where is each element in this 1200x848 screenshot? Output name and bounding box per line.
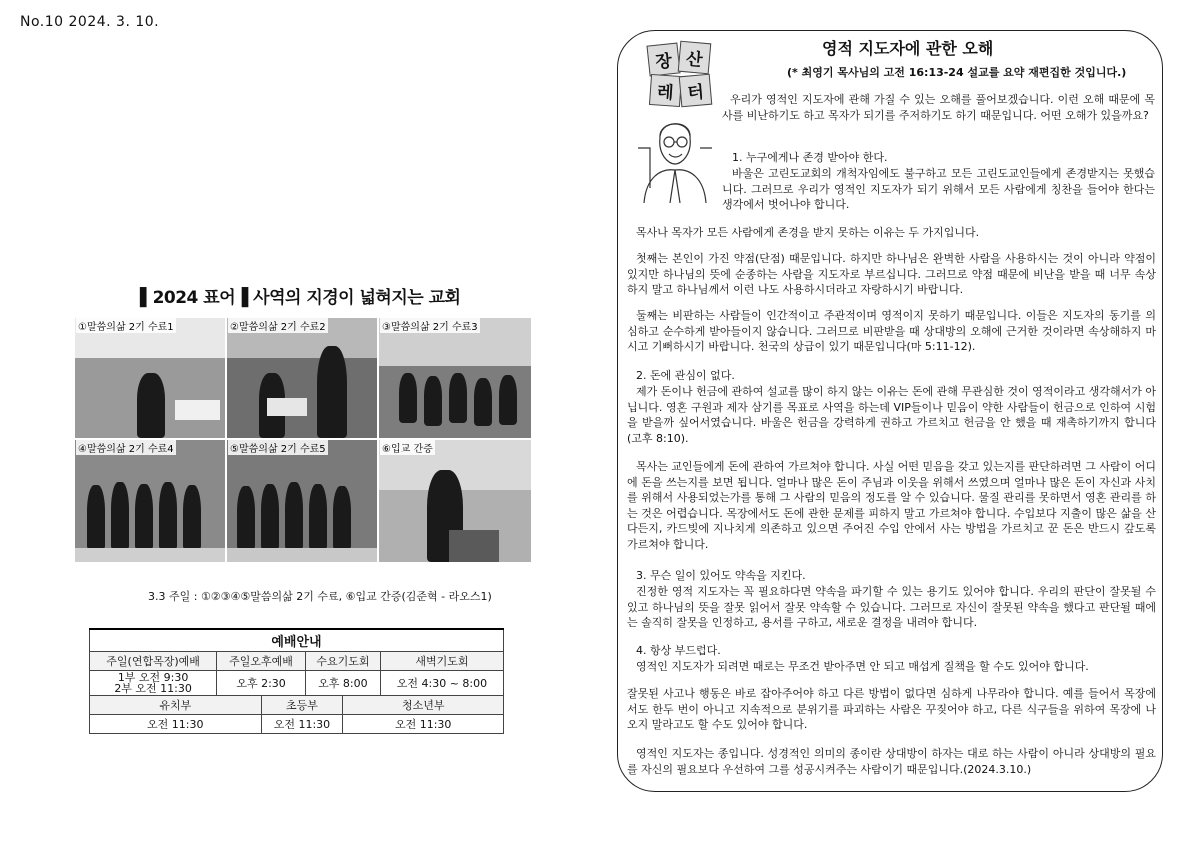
schedule-time: 오전 11:30 [90, 715, 262, 734]
paragraph: 목사나 목자가 모든 사람에게 존경을 받지 못하는 이유는 두 가지입니다. [636, 226, 980, 239]
pastor-sketch-icon [634, 108, 716, 203]
paragraph: 영적인 지도자가 되려면 때로는 무조건 받아주면 안 되고 매섭게 질책을 할 수도 있어야 합니다. [636, 660, 1089, 673]
point-heading: 1. 누구에게나 존경 받아야 한다. [732, 151, 888, 164]
paragraph: 영적인 지도자는 종입니다. 성경적인 의미의 종이란 상대방이 하자는 대로 하는 사람이 아니라 상대방의 필요를 자신의 필요보다 우선하여 그를 성공시켜주는 사람이기 때문입니다.(2024.3.10.) [627, 747, 1156, 776]
photo-caption: ⑥입교 간증 [380, 440, 435, 455]
paragraph: 둘째는 비판하는 사람들이 인간적이고 주관적이며 영적이지 못하기 때문입니다. 이들은 지도자의 동기를 의심하고 순수하게 받아들이지 않습니다. 그러므로 비판받을 때 상대방의 오해에 근거한 것이라면 속상해하지 마시고 기뻐하시기 바랍니다. 천국의 상급이 있기 때문입니다(마 5:11-12). [627, 309, 1156, 354]
paragraph: 목사는 교인들에게 돈에 관하여 가르쳐야 합니다. 사실 어떤 믿음을 갖고 있는지를 판단하려면 그 사람이 어디에 돈을 쓰는지를 보면 됩니다. 얼마나 많은 돈이 주님과 이웃을 위해서 쓰였으며 얼마나 많은 돈이 자신과 사치를 위해서 사용되었는가를 통해 그 사람의 믿음의 정도를 알 수 있습니다. 물질 관리를 못하면서 영혼 관리를 하는 것은 어렵습니다. 목장에서도 돈에 관한 문제를 피하지 말고 가르쳐야 합니다. 수입보다 지출이 많은 삶을 산다든지, 카드빚에 지나치게 의존하고 있으면 주어진 수입 안에서 사는 방법을 가르치고 꾼 돈은 반드시 갚도록 가르쳐야 합니다. [627, 460, 1156, 551]
schedule-time: 오전 4:30 ~ 8:00 [380, 671, 503, 696]
paragraph: 우리가 영적인 지도자에 관해 가질 수 있는 오해를 풀어보겠습니다. 이런 오해 때문에 목사를 비난하기도 하고 목자가 되기를 주저하기도 하기 때문입니다. 어떤 오해가 있을까요? [722, 93, 1155, 122]
sunday-service-1: 1부 오전 9:30 [117, 671, 189, 684]
schedule-title: 예배안내 [90, 629, 504, 652]
paragraph: 진정한 영적 지도자는 꼭 필요하다면 약속을 파기할 수 있는 용기도 있어야 합니다. 우리의 판단이 잘못될 수 있고 하나님의 뜻을 잘못 읽어서 잘못 약속할 수 있습니다. 그러므로 자신이 잘못된 약속을 했다고 판단될 때에는 솔직히 잘못을 인정하고, 용서를 구하고, 새로운 결정을 내려야 합니다. [627, 585, 1156, 630]
paragraph: 잘못된 사고나 행동은 바로 잡아주어야 하고 다른 방법이 없다면 심하게 나무라야 합니다. 예를 들어서 목장에서도 한두 번이 아니고 지속적으로 분위기를 파괴하는 사람은 꾸짖어야 하고, 다른 식구들을 위하여 목장에 나오지 말라고도 할 수도 있어야 합니다. [627, 687, 1156, 732]
photo-1 [75, 318, 225, 438]
article-subtitle: (* 최영기 목사님의 고전 16:13-24 설교를 요약 재편집한 것입니다.) [787, 66, 1127, 79]
schedule-header: 새벽기도회 [380, 652, 503, 671]
schedule-header: 청소년부 [343, 696, 504, 715]
schedule-time [90, 671, 217, 696]
sunday-service-2: 2부 오전 11:30 [114, 682, 192, 695]
column-badge [648, 42, 710, 106]
badge-char: 장 [646, 42, 680, 76]
paragraph: 첫째는 본인이 가진 약점(단점) 때문입니다. 하지만 하나님은 완벽한 사람을 사용하시는 것이 아니라 약점이 있지만 하나님의 뜻에 순종하는 사람을 지도자로 부르십니다. 그러므로 약점 때문에 비난을 받을 때 너무 속상하지 말고 하나님께서 이런 나도 사용하시더라고 자랑하시기 바랍니다. [627, 252, 1156, 297]
issue-number: No.10 2024. 3. 10. [20, 14, 160, 30]
worship-schedule-table [89, 628, 504, 734]
point-heading: 4. 항상 부드럽다. [636, 644, 721, 657]
schedule-header: 초등부 [261, 696, 343, 715]
badge-char: 터 [679, 74, 713, 108]
point-heading: 2. 돈에 관심이 없다. [636, 369, 735, 382]
schedule-time: 오전 11:30 [343, 715, 504, 734]
schedule-header: 주일오후예배 [217, 652, 306, 671]
photo-5 [227, 440, 377, 562]
schedule-time: 오후 8:00 [305, 671, 380, 696]
photo-note: 3.3 주일 : ①②③④⑤말씀의삶 2기 수료, ⑥입교 간증(김준혁 - 라오스1) [148, 590, 492, 603]
schedule-header: 수요기도회 [305, 652, 380, 671]
photo-caption: ⑤말씀의삶 2기 수료5 [228, 440, 328, 455]
photo-caption: ①말씀의삶 2기 수료1 [76, 318, 176, 333]
schedule-header: 유치부 [90, 696, 262, 715]
photo-4 [75, 440, 225, 562]
schedule-time: 오전 11:30 [261, 715, 343, 734]
photo-3 [379, 318, 531, 438]
photo-2 [227, 318, 377, 438]
schedule-time: 오후 2:30 [217, 671, 306, 696]
photo-caption: ③말씀의삶 2기 수료3 [380, 318, 480, 333]
photo-caption: ④말씀의삶 2기 수료4 [76, 440, 176, 455]
schedule-header: 주일(연합목장)예배 [90, 652, 217, 671]
section-title: ▌2024 표어▐ 사역의 지경이 넓혀지는 교회 [140, 288, 461, 308]
photo-6 [379, 440, 531, 562]
article-title: 영적 지도자에 관한 오해 [822, 39, 994, 58]
paragraph: 바울은 고린도교회의 개척자임에도 불구하고 모든 고린도교인들에게 존경받지는 못했습니다. 그러므로 우리가 영적인 지도자가 되기 위해서 모든 사람에게 칭찬을 들어야 한다는 생각에서 벗어나야 합니다. [722, 167, 1155, 212]
paragraph: 제가 돈이나 헌금에 관하여 설교를 많이 하지 않는 이유는 돈에 관해 무관심한 것이 영적이라고 생각해서가 아닙니다. 영혼 구원과 제자 삼기를 목표로 사역을 하는데 VIP들이나 믿음이 약한 사람들이 헌금으로 인하여 시험을 받을까 싶어서였습니다. 바울은 헌금을 강력하게 권하고 가르치고 헌금을 안 했을 때 재촉하기까지 합니다(고후 8:10). [627, 385, 1156, 445]
badge-char: 산 [678, 41, 712, 75]
photo-caption: ②말씀의삶 2기 수료2 [228, 318, 328, 333]
badge-char: 레 [649, 74, 682, 107]
point-heading: 3. 무슨 일이 있어도 약속을 지킨다. [636, 569, 806, 582]
